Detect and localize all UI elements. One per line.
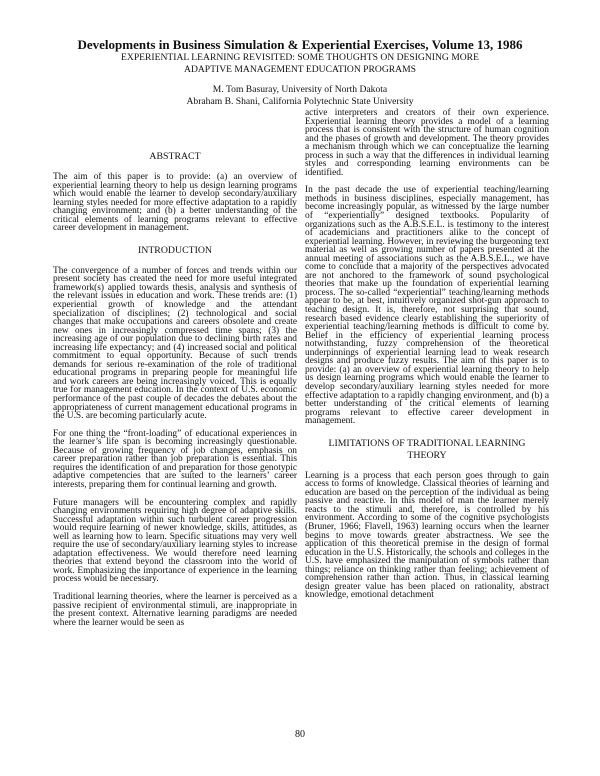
- body-paragraph: In the past decade the use of experiential teaching/learning methods in business disciplines, especially management, has become increasingly popular, as witnessed by the large number of “experientially” designed textbooks. Popularity of organizations such as the A.B.S.E.L. is testimony to the interest of academicians and practitioners alike to the concept of experiential learning. However, in reviewing the burgeoning text material as well as growing number of papers presented at the annual meeting of associations such as the A.B.S.E.L., we have come to conclude that a majority of the perspectives advocated are not anchored to the framework of sound psychological theories that make up the foundation of experiential learning process. The so-called “experiential” teaching/learning methods appear to be, at best, intuitively organized shot-gun approach to teaching design. It is, therefore, not surprising that sound, research based evidence clearly establishing the superiority of experiential teaching/learning methods is difficult to come by. Belief in the efficiency of experiential learning process notwithstanding, fuzzy comprehension of the theoretical underpinnings of experiential learning lead to weak research designs and produce fuzzy results. The aim of this paper is to provide: (a) an overview of experiential learning theory to help us design learning programs which would enable the learner to develop secondary/auxiliary learning styles needed for more effective adaptation to a rapidly changing environment, and (b) a better understanding of the critical elements of learning programs relevant to effective career development in management.: [305, 185, 549, 427]
- page-number: 80: [295, 729, 305, 740]
- body-paragraph: Traditional learning theories, where the learner is perceived as a passive recipient of environmental stimuli, are inappropriate in the present context. Alternative learning paradigms are needed where the learner would be seen as: [53, 591, 297, 628]
- body-paragraph: active interpreters and creators of their own experience. Experiential learning theory provides a model of a learning process that is consistent with the structure of human cognition and the phases of growth and development. The theory provides a mechanism through which we can conceptualize the learning process in such a way that the differences in individual learning styles and corresponding learning environments can be identified.: [305, 108, 549, 178]
- author-1: M. Tom Basuray, University of North Dakota: [212, 84, 388, 95]
- body-paragraph: The convergence of a number of forces and trends within our present society has created the need for more useful integrated framework(s) applied towards thesis, analysis and synthesis of the relevant issues in education and work. These trends are: (1) experiential growth of knowledge and the attendant specialization of disciplines; (2) technological and social changes that make occupations and careers obsolete and create new ones in increasingly compressed time spans; (3) the increasing age of our population due to declining birth rates and increasing life expectancy; and (4) increased social and political commitment to equal opportunity. Because of such trends demands for serious re-examination of the role of traditional educational programs in preparing people for meaningful life and work careers are being increasingly voiced. This is equally true for management education. In the context of U.S. economic performance of the past couple of decades the debates about the appropriateness of current management educational programs in the U.S. are becoming particularly acute.: [53, 265, 297, 422]
- journal-title: Developments in Business Simulation & Experiential Exercises, Volume 13, 1986: [77, 37, 523, 52]
- paper-title-line-2: ADAPTIVE MANAGEMENT EDUCATION PROGRAMS: [184, 64, 416, 75]
- abstract-heading: ABSTRACT: [149, 151, 201, 162]
- introduction-heading: INTRODUCTION: [137, 244, 212, 256]
- body-paragraph: Future managers will be encountering complex and rapidly changing environments requiring high degree of adaptive skills. Successful adaptation within such turbulent career progression would require learning of newer knowledge, skills, attitudes, as well as learning how to learn. Specific situations may very well require the use of secondary/auxiliary learning styles to increase adaptation effectiveness. We would therefore need learning theories that extend beyond the classroom into the world of work. Emphasizing the importance of experience in the learning process would be necessary.: [53, 497, 297, 585]
- authors: [0, 84, 600, 108]
- limitations-heading: [305, 438, 549, 462]
- paper-title-line-1: EXPERIENTIAL LEARNING REVISITED: SOME THOUGHTS ON DESIGNING MORE: [121, 52, 479, 63]
- abstract-paragraph: The aim of this paper is to provide: (a) an overview of experiential learning theory to help us design learning programs which would enable the learner to develop secondary/auxiliary learning styles needed for more effective adaptation to a rapidly changing environment; and (b) a better understanding of the critical elements of learning programs relevant to effective career development in management.: [53, 172, 297, 234]
- right-column: [305, 109, 549, 609]
- limitations-heading-line-1: LIMITATIONS OF TRADITIONAL LEARNING: [328, 437, 526, 449]
- paper-title: [0, 52, 600, 76]
- left-column: [53, 151, 297, 636]
- body-paragraph: For one thing the “front-loading” of educational experiences in the learner’s life span is becoming increasingly questionable. Because of growing frequency of job changes, emphasis on career preparation rather than job preparation is essential. This requires the identification of and preparation for those genotypic adaptive competencies that are suited to the learners’ career interests, preparing them for continual learning and growth.: [53, 428, 297, 490]
- author-2: Abraham B. Shani, California Polytechnic State University: [186, 96, 414, 107]
- body-paragraph: Learning is a process that each person goes through to gain access to forms of knowledge. Classical theories of learning and education are based on the perception of the individual as being passive and reactive. In this model of man the learner merely reacts to the stimuli and, therefore, is controlled by his environment. According to some of the cognitive psychologists (Bruner, 1966; Flavell, 1963) learning occurs when the learner begins to move towards greater abstractness. We see the application of this theoretical premise in the design of formal education in the U.S. Historically, the schools and colleges in the U.S. have emphasized the manipulation of symbols rather than things; reliance on thinking rather than feeling; achievement of comprehension rather than action. Thus, in classical learning design greater value has been placed on rationality, abstract knowledge, emotional detachment: [305, 470, 549, 601]
- limitations-heading-line-2: THEORY: [407, 449, 447, 461]
